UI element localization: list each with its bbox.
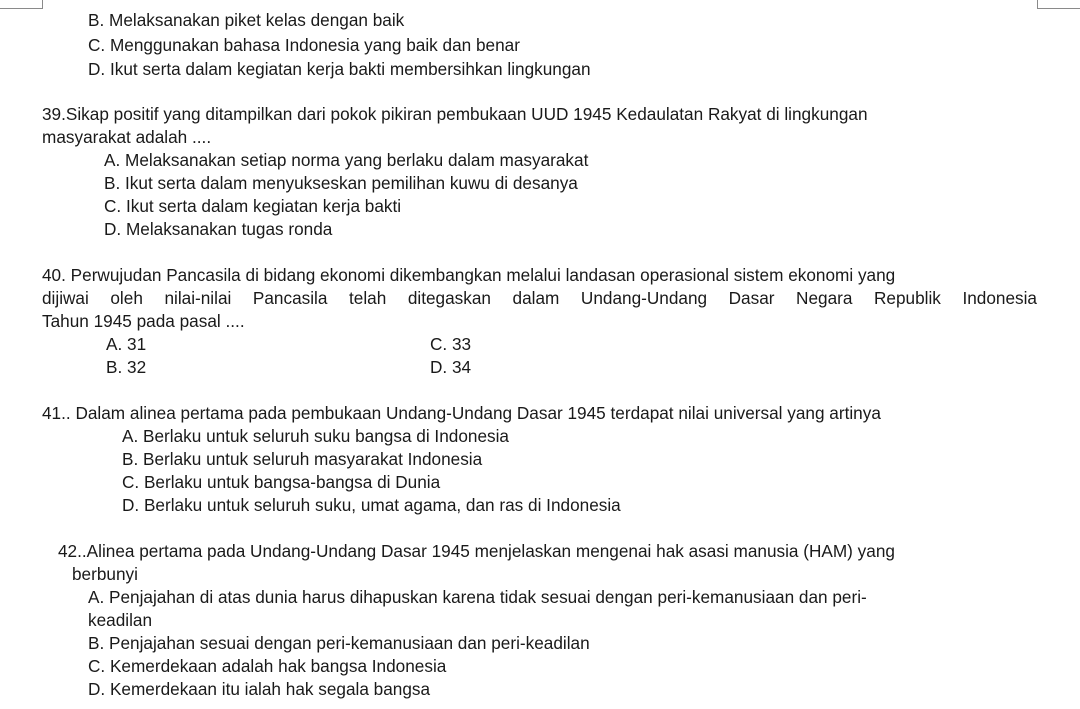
q40-option-b: B. 32 [106,357,147,377]
q40-option-d: D. 34 [430,357,472,377]
q40-option-a: A. 31 [106,334,147,354]
q38-option-c: C. Menggunakan bahasa Indonesia yang baik dan benar [88,35,520,55]
q39-option-d: D. Melaksanakan tugas ronda [104,219,333,239]
q40-text-line1: 40. Perwujudan Pancasila di bidang ekonomi dikembangkan melalui landasan operasional sistem ekonomi yang [42,265,896,285]
q42-option-a-line2: keadilan [88,610,153,630]
q39-text-line2: masyarakat adalah .... [42,127,212,147]
q41-option-b: B. Berlaku untuk seluruh masyarakat Indonesia [122,449,483,469]
q42-text-line1: 42..Alinea pertama pada Undang-Undang Dasar 1945 menjelaskan mengenai hak asasi manusia (HAM) yang [58,541,895,561]
q42-option-a-line1: A. Penjajahan di atas dunia harus dihapuskan karena tidak sesuai dengan peri-kemanusiaan dan peri- [88,587,867,607]
q39-option-a: A. Melaksanakan setiap norma yang berlaku dalam masyarakat [104,150,589,170]
q41-text-line1: 41.. Dalam alinea pertama pada pembukaan Undang-Undang Dasar 1945 terdapat nilai universal yang artinya [42,403,881,423]
q42-option-b: B. Penjajahan sesuai dengan peri-kemanusiaan dan peri-keadilan [88,633,590,653]
q39-option-b: B. Ikut serta dalam menyukseskan pemilihan kuwu di desanya [104,173,578,193]
q41-option-c: C. Berlaku untuk bangsa-bangsa di Dunia [122,472,441,492]
q38-option-d: D. Ikut serta dalam kegiatan kerja bakti membersihkan lingkungan [88,59,591,79]
q40-option-c: C. 33 [430,334,472,354]
q40-text-line2: dijiwai oleh nilai-nilai Pancasila telah ditegaskan dalam Undang-Undang Dasar Negara Republik Indonesia [42,288,1037,308]
q38-option-b: B. Melaksanakan piket kelas dengan baik [88,10,405,30]
q41-option-d: D. Berlaku untuk seluruh suku, umat agama, dan ras di Indonesia [122,495,621,515]
q42-option-c: C. Kemerdekaan adalah hak bangsa Indonesia [88,656,447,676]
crop-mark-right [1037,0,1080,9]
q39-option-c: C. Ikut serta dalam kegiatan kerja bakti [104,196,402,216]
q42-text-line2: berbunyi [72,564,138,584]
crop-mark-left [0,0,43,9]
q40-text-line3: Tahun 1945 pada pasal .... [42,311,245,331]
q41-option-a: A. Berlaku untuk seluruh suku bangsa di Indonesia [122,426,509,446]
q42-option-d: D. Kemerdekaan itu ialah hak segala bangsa [88,679,431,699]
q39-text-line1: 39.Sikap positif yang ditampilkan dari pokok pikiran pembukaan UUD 1945 Kedaulatan Rakyat di lingkungan [42,104,868,124]
